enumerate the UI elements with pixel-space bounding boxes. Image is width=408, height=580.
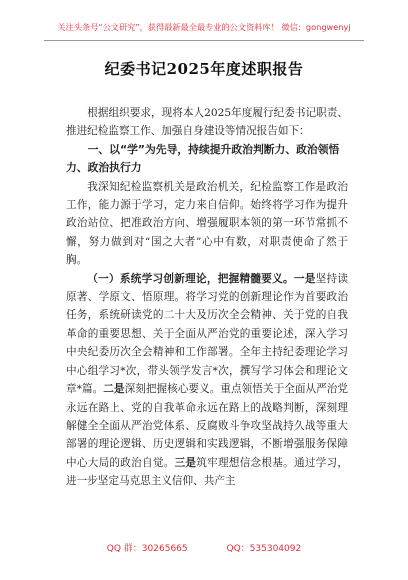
section-paragraph: 我深知纪检监察机关是政治机关，纪检监察工作是政治工作，能力源于学习，定力来自信仰。始终将学习作为提升政治站位、把准政治方向、增强履职本领的第一环节常抓不懈，努力做到对“国之大者”心中有数，对职责使命了然于胸。 [66,180,348,267]
point-marker: 三是 [174,456,197,469]
footer-qq-group: QQ 群：30265665 [106,544,188,554]
section-heading: 一、以“学”为先导，持续提升政治判断力、政治领悟力、政治执行力 [66,142,340,175]
document-body [66,104,348,491]
point-text: 坚持读原著、学原文、悟原理。将学习党的创新理论作为首要政治任务，系统研读党的二十大及历次全会精神、关于党的自我革命的重要思想、关于全面从严治党的重要论述，深入学习中央纪委历次全会精神和工作部署。全年主持纪委理论学习中心组学习*次，带头领学发言*次，撰写学习体会和理论文章*篇。 [66,272,349,396]
footer [0,541,408,554]
point-text: 筑牢理想信念根基。通过学习，进一步坚定马克思主义信仰、共产主 [66,456,349,488]
header-divider [44,40,364,41]
header-banner: 关注头条号“公文研究”，获得最新最全最专业的公文资料库！ 微信：gongwenyj [57,22,351,32]
subsection-paragraph [66,270,348,491]
intro-paragraph: 根据组织要求，现将本人2025年度履行纪委书记职责、推进纪检监察工作、加强自身建设等情况报告如下： [66,107,348,138]
point-text: 深刻把握核心要义。重点领悟关于全面从严治党永远在路上、党的自我革命永远在路上的战略判断，深刻理解健全全面从严治党体系、反腐败斗争攻坚战持久战等重大部署的理论逻辑、历史逻辑和实践逻辑，不断增强服务保障中心大局的政治自觉。 [66,383,349,469]
document-title: 纪委书记2025年度述职报告 [104,60,304,78]
point-marker: 一是 [293,272,316,285]
footer-qq: QQ：535304092 [226,544,302,554]
subsection-heading: （一）系统学习创新理论，把握精髓要义。 [87,272,294,285]
point-marker: 二是 [103,383,125,396]
